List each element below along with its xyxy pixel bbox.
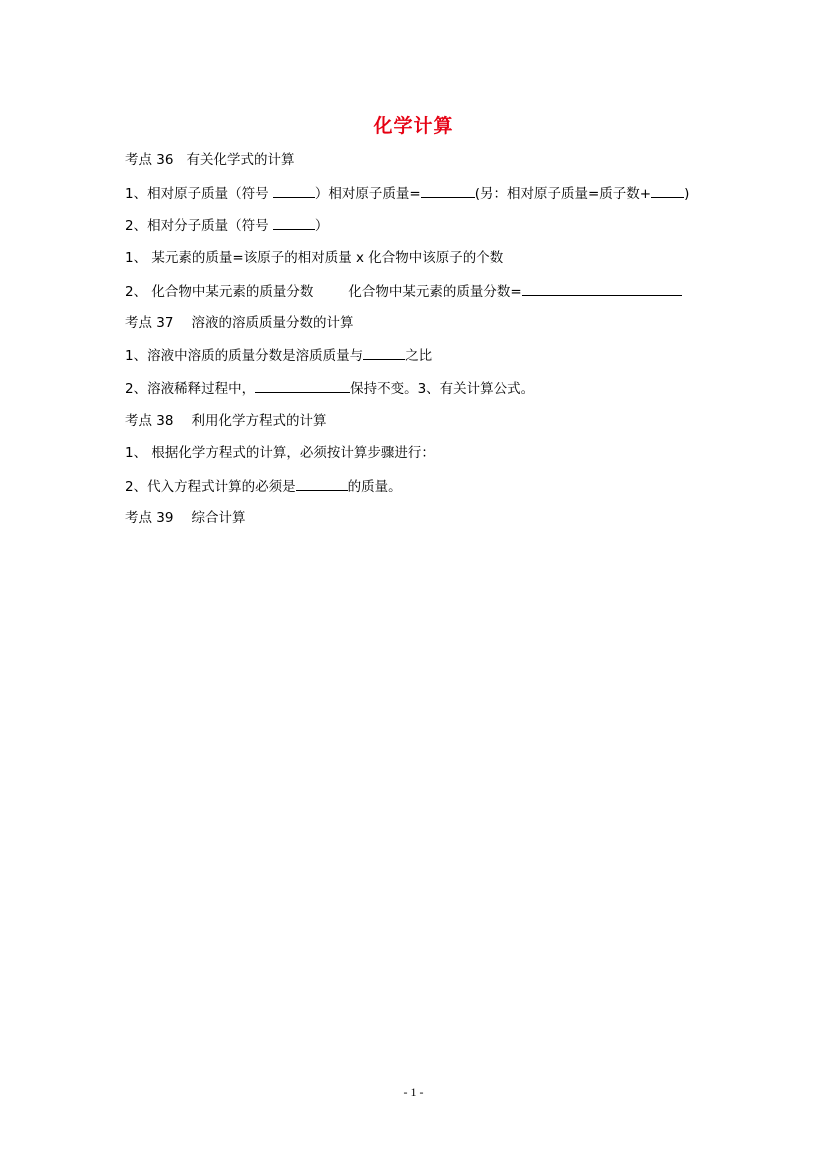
section-name: 综合计算 — [191, 510, 246, 526]
section-code: 考点 37 — [125, 315, 174, 331]
section-header-38 — [125, 412, 326, 430]
section-header-39 — [125, 509, 245, 527]
item-mass-fraction: 2、 化合物中某元素的质量分数 化合物中某元素的质量分数= — [125, 282, 682, 301]
section-code: 考点 36 — [125, 152, 174, 168]
answer-blank[interactable] — [522, 282, 682, 296]
answer-blank[interactable] — [273, 216, 315, 230]
section-header-36 — [125, 151, 294, 169]
section-code: 考点 38 — [125, 413, 174, 429]
item-solute-fraction: 1、溶液中溶质的质量分数是溶质质量与 之比 — [125, 348, 433, 364]
item-equation-steps: 1、 根据化学方程式的计算，必须按计算步骤进行： — [125, 445, 435, 461]
answer-blank[interactable] — [421, 184, 475, 198]
answer-blank[interactable] — [273, 184, 315, 198]
item-relative-molecular-mass: 2、相对分子质量（符号 ） — [125, 218, 329, 234]
section-name: 有关化学式的计算 — [186, 152, 295, 168]
section-name: 溶液的溶质质量分数的计算 — [191, 315, 354, 331]
answer-blank[interactable] — [255, 379, 350, 393]
item-element-mass: 1、 某元素的质量=该原子的相对质量 x 化合物中该原子的个数 — [125, 250, 504, 266]
section-header-37 — [125, 314, 353, 332]
section-name: 利用化学方程式的计算 — [191, 413, 327, 429]
answer-blank[interactable] — [363, 346, 405, 360]
item-substitution: 2、代入方程式计算的必须是 的质量。 — [125, 479, 402, 495]
document-title: 化学计算 — [373, 115, 454, 137]
answer-blank[interactable] — [296, 477, 348, 491]
item-relative-atomic-mass: 1、相对原子质量（符号 ）相对原子质量= (另：相对原子质量=质子数+ ) — [125, 186, 690, 202]
item-dilution: 2、溶液稀释过程中， 保持不变。3、有关计算公式。 — [125, 381, 535, 397]
answer-blank[interactable] — [651, 184, 684, 198]
section-code: 考点 39 — [125, 510, 174, 526]
page-number: - 1 - — [403, 1085, 424, 1099]
